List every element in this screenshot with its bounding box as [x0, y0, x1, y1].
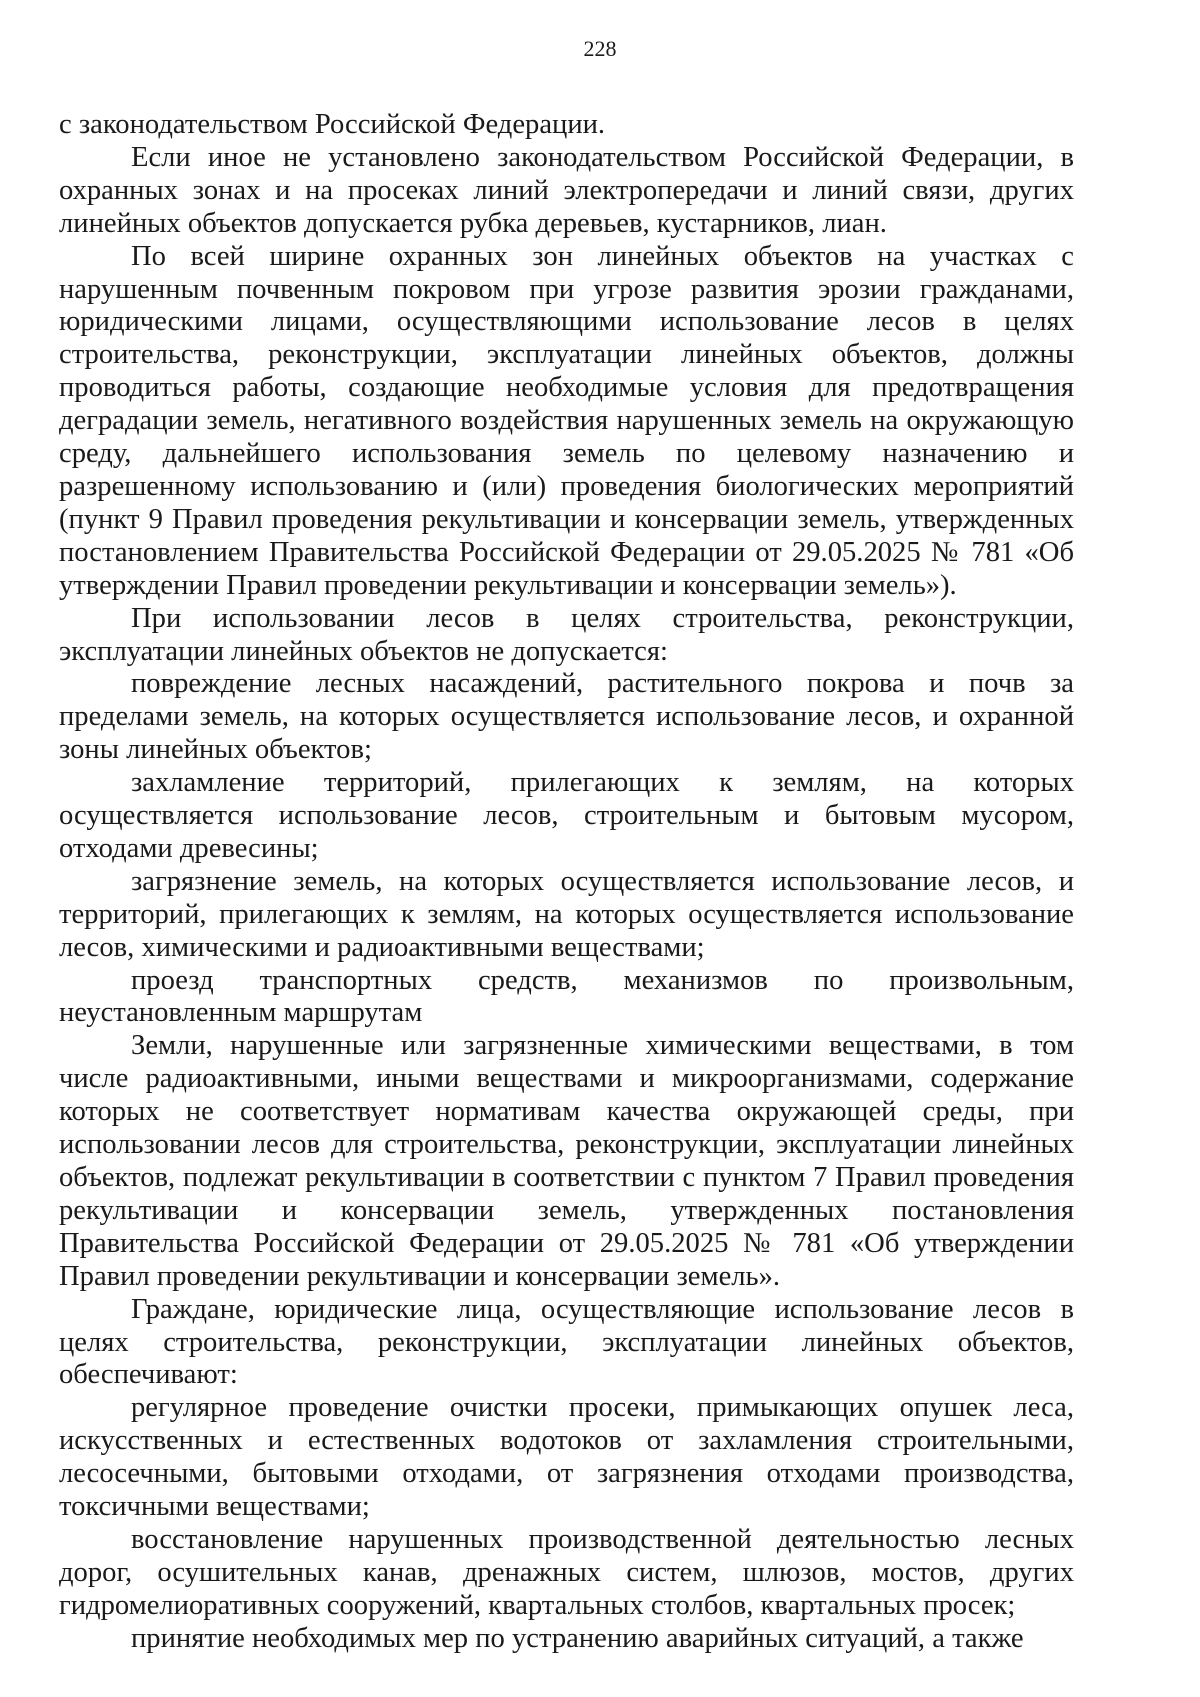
list-item: проезд транспортных средств, механизмов по произвольным, неустановленным маршрутам [59, 964, 1074, 1029]
paragraph: с законодательством Российской Федерации. [59, 109, 606, 140]
paragraph: Граждане, юридические лица, осуществляющие использование лесов в целях строительства, реконструкции, эксплуатации линейных объектов, обеспечивают: [59, 1293, 1074, 1391]
list-item: восстановление нарушенных производственной деятельностью лесных дорог, осушительных канав, дренажных систем, шлюзов, мостов, других гидромелиоративных сооружений, квартальных столбов, квартальных просек; [59, 1523, 1074, 1621]
page-number: 228 [583, 36, 617, 61]
list-item: регулярное проведение очистки просеки, примыкающих опушек леса, искусственных и естественных водотоков от захламления строительными, лесосечными, бытовыми отходами, от загрязнения отходами производства, токсичными веществами; [59, 1392, 1074, 1523]
list-item: загрязнение земель, на которых осуществляется использование лесов, и территорий, прилегающих к землям, на которых осуществляется использование лесов, химическими и радиоактивными веществами; [59, 865, 1074, 963]
list-item: принятие необходимых мер по устранению аварийных ситуаций, а также [131, 1622, 1024, 1654]
document-body [59, 109, 1074, 1656]
paragraph: Земли, нарушенные или загрязненные химическими веществами, в том числе радиоактивными, иными веществами и микроорганизмами, содержание которых не соответствует нормативам качества окружающей среды, при использовании лесов для строительства, реконструкции, эксплуатации линейных объектов, подлежат рекультивации в соответствии с пунктом 7 Правил проведения рекультивации и консервации земель, утвержденных постановления Правительства Российской Федерации от 29.05.2025 № 781 «Об утверждении Правил проведении рекультивации и консервации земель». [59, 1030, 1074, 1292]
paragraph: По всей ширине охранных зон линейных объектов на участках с нарушенным почвенным покровом при угрозе развития эрозии гражданами, юридическими лицами, осуществляющими использование лесов в целях строительства, реконструкции, эксплуатации линейных объектов, должны проводиться работы, создающие необходимые условия для предотвращения деградации земель, негативного воздействия нарушенных земель на окружающую среду, дальнейшего использования земель по целевому назначению и разрешенному использованию и (или) проведения биологических мероприятий (пункт 9 Правил проведения рекультивации и консервации земель, утвержденных постановлением Правительства Российской Федерации от 29.05.2025 № 781 «Об утверждении Правил проведении рекультивации и консервации земель»). [59, 240, 1074, 601]
paragraph: При использовании лесов в целях строительства, реконструкции, эксплуатации линейных объектов не допускается: [59, 602, 1074, 667]
list-item: повреждение лесных насаждений, растительного покрова и почв за пределами земель, на которых осуществляется использование лесов, и охранной зоны линейных объектов; [59, 668, 1074, 766]
list-item: захламление территорий, прилегающих к землям, на которых осуществляется использование лесов, строительным и бытовым мусором, отходами древесины; [59, 767, 1074, 864]
paragraph: Если иное не установлено законодательством Российской Федерации, в охранных зонах и на просеках линий электропередачи и линий связи, других линейных объектов допускается рубка деревьев, кустарников, лиан. [59, 141, 1074, 239]
